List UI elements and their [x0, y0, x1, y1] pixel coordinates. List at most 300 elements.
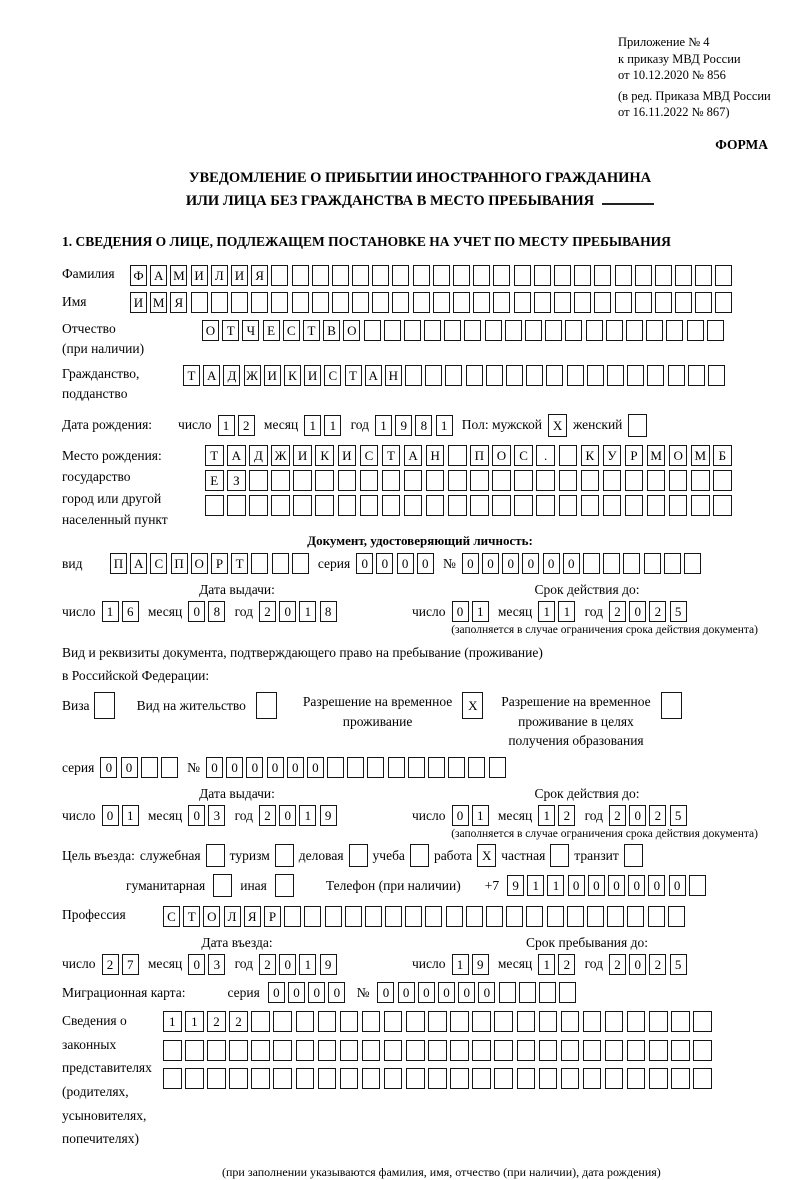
- char-cell[interactable]: С: [324, 365, 341, 386]
- char-cell[interactable]: С: [163, 906, 180, 927]
- char-cell[interactable]: [229, 1068, 248, 1089]
- birthplace-line3-input[interactable]: [205, 494, 735, 515]
- char-cell[interactable]: П: [470, 445, 489, 466]
- char-cell[interactable]: [332, 292, 349, 313]
- char-cell[interactable]: [605, 1040, 624, 1061]
- char-cell[interactable]: 1: [538, 954, 555, 975]
- char-cell[interactable]: [318, 1011, 337, 1032]
- char-cell[interactable]: М: [691, 445, 710, 466]
- char-cell[interactable]: 0: [308, 982, 325, 1003]
- char-cell[interactable]: [581, 470, 600, 491]
- doc-series-input[interactable]: [356, 553, 437, 574]
- citizenship-input[interactable]: [183, 364, 728, 385]
- char-cell[interactable]: 8: [320, 601, 337, 622]
- char-cell[interactable]: 0: [522, 553, 539, 574]
- char-cell[interactable]: [293, 495, 312, 516]
- char-cell[interactable]: [352, 265, 369, 286]
- char-cell[interactable]: [340, 1040, 359, 1061]
- char-cell[interactable]: М: [170, 265, 187, 286]
- char-cell[interactable]: 0: [629, 601, 646, 622]
- char-cell[interactable]: Д: [223, 365, 240, 386]
- phone-input[interactable]: [507, 875, 709, 896]
- char-cell[interactable]: [468, 757, 485, 778]
- char-cell[interactable]: [473, 292, 490, 313]
- char-cell[interactable]: О: [343, 320, 360, 341]
- char-cell[interactable]: А: [150, 265, 167, 286]
- char-cell[interactable]: [486, 365, 503, 386]
- doc-issue-day-input[interactable]: [102, 601, 142, 622]
- char-cell[interactable]: С: [360, 445, 379, 466]
- char-cell[interactable]: [649, 1011, 668, 1032]
- char-cell[interactable]: [332, 265, 349, 286]
- char-cell[interactable]: [514, 265, 531, 286]
- char-cell[interactable]: 9: [507, 875, 524, 896]
- char-cell[interactable]: 2: [609, 805, 626, 826]
- char-cell[interactable]: [526, 365, 543, 386]
- char-cell[interactable]: [315, 495, 334, 516]
- char-cell[interactable]: 2: [259, 805, 276, 826]
- char-cell[interactable]: 0: [397, 553, 414, 574]
- char-cell[interactable]: 0: [279, 805, 296, 826]
- char-cell[interactable]: [275, 844, 294, 867]
- char-cell[interactable]: [292, 265, 309, 286]
- char-cell[interactable]: 0: [478, 982, 495, 1003]
- char-cell[interactable]: [256, 692, 277, 719]
- char-cell[interactable]: [185, 1068, 204, 1089]
- char-cell[interactable]: 0: [287, 757, 304, 778]
- transit-checkbox[interactable]: [624, 844, 643, 867]
- char-cell[interactable]: [185, 1040, 204, 1061]
- char-cell[interactable]: [649, 1068, 668, 1089]
- char-cell[interactable]: [559, 495, 578, 516]
- char-cell[interactable]: [406, 1040, 425, 1061]
- char-cell[interactable]: [493, 292, 510, 313]
- doc-issue-year-input[interactable]: [259, 601, 340, 622]
- temp-edu-checkbox[interactable]: [661, 692, 682, 719]
- char-cell[interactable]: [340, 1068, 359, 1089]
- char-cell[interactable]: [425, 906, 442, 927]
- char-cell[interactable]: [325, 906, 342, 927]
- char-cell[interactable]: [517, 1011, 536, 1032]
- char-cell[interactable]: [345, 906, 362, 927]
- char-cell[interactable]: [581, 495, 600, 516]
- char-cell[interactable]: [367, 757, 384, 778]
- permit-issue-month-input[interactable]: [188, 805, 228, 826]
- char-cell[interactable]: [675, 265, 692, 286]
- char-cell[interactable]: [249, 470, 268, 491]
- char-cell[interactable]: [715, 292, 732, 313]
- char-cell[interactable]: [312, 292, 329, 313]
- char-cell[interactable]: 1: [452, 954, 469, 975]
- char-cell[interactable]: [647, 470, 666, 491]
- char-cell[interactable]: 0: [102, 805, 119, 826]
- char-cell[interactable]: 0: [279, 954, 296, 975]
- char-cell[interactable]: [691, 470, 710, 491]
- permit-valid-year-input[interactable]: [609, 805, 690, 826]
- char-cell[interactable]: 1: [538, 805, 555, 826]
- char-cell[interactable]: [669, 470, 688, 491]
- char-cell[interactable]: В: [323, 320, 340, 341]
- char-cell[interactable]: [539, 982, 556, 1003]
- char-cell[interactable]: [433, 265, 450, 286]
- char-cell[interactable]: [293, 470, 312, 491]
- char-cell[interactable]: [547, 906, 564, 927]
- entry-year-input[interactable]: [259, 954, 340, 975]
- char-cell[interactable]: [625, 470, 644, 491]
- char-cell[interactable]: [517, 1040, 536, 1061]
- char-cell[interactable]: [627, 365, 644, 386]
- char-cell[interactable]: [499, 982, 516, 1003]
- char-cell[interactable]: [655, 292, 672, 313]
- char-cell[interactable]: [713, 495, 732, 516]
- char-cell[interactable]: [472, 1068, 491, 1089]
- patronymic-input[interactable]: [202, 319, 727, 340]
- char-cell[interactable]: П: [171, 553, 188, 574]
- char-cell[interactable]: [688, 365, 705, 386]
- char-cell[interactable]: [565, 320, 582, 341]
- char-cell[interactable]: [627, 1040, 646, 1061]
- char-cell[interactable]: [318, 1068, 337, 1089]
- char-cell[interactable]: [273, 1068, 292, 1089]
- char-cell[interactable]: 0: [438, 982, 455, 1003]
- char-cell[interactable]: 0: [629, 805, 646, 826]
- char-cell[interactable]: [466, 906, 483, 927]
- char-cell[interactable]: [669, 495, 688, 516]
- char-cell[interactable]: [525, 320, 542, 341]
- char-cell[interactable]: [426, 495, 445, 516]
- char-cell[interactable]: 0: [226, 757, 243, 778]
- doc-issue-month-input[interactable]: [188, 601, 228, 622]
- char-cell[interactable]: Ж: [271, 445, 290, 466]
- char-cell[interactable]: [205, 495, 224, 516]
- char-cell[interactable]: [587, 906, 604, 927]
- char-cell[interactable]: Р: [264, 906, 281, 927]
- char-cell[interactable]: [554, 265, 571, 286]
- char-cell[interactable]: 0: [502, 553, 519, 574]
- char-cell[interactable]: [671, 1068, 690, 1089]
- char-cell[interactable]: [583, 553, 600, 574]
- char-cell[interactable]: [272, 553, 289, 574]
- char-cell[interactable]: [450, 1011, 469, 1032]
- char-cell[interactable]: [384, 1040, 403, 1061]
- char-cell[interactable]: [433, 292, 450, 313]
- char-cell[interactable]: [606, 320, 623, 341]
- char-cell[interactable]: [514, 470, 533, 491]
- char-cell[interactable]: Л: [224, 906, 241, 927]
- char-cell[interactable]: [392, 292, 409, 313]
- char-cell[interactable]: У: [603, 445, 622, 466]
- char-cell[interactable]: 2: [609, 954, 626, 975]
- char-cell[interactable]: [492, 470, 511, 491]
- char-cell[interactable]: 7: [122, 954, 139, 975]
- char-cell[interactable]: Р: [211, 553, 228, 574]
- char-cell[interactable]: [404, 495, 423, 516]
- char-cell[interactable]: [372, 265, 389, 286]
- char-cell[interactable]: О: [203, 906, 220, 927]
- char-cell[interactable]: X: [477, 844, 496, 867]
- char-cell[interactable]: [567, 906, 584, 927]
- char-cell[interactable]: 0: [377, 982, 394, 1003]
- char-cell[interactable]: [213, 874, 232, 897]
- char-cell[interactable]: С: [283, 320, 300, 341]
- char-cell[interactable]: [161, 757, 178, 778]
- char-cell[interactable]: 0: [648, 875, 665, 896]
- stay-day-input[interactable]: [452, 954, 492, 975]
- char-cell[interactable]: [382, 470, 401, 491]
- char-cell[interactable]: 1: [547, 875, 564, 896]
- char-cell[interactable]: И: [191, 265, 208, 286]
- char-cell[interactable]: [273, 1040, 292, 1061]
- doc-valid-month-input[interactable]: [538, 601, 578, 622]
- char-cell[interactable]: [392, 265, 409, 286]
- char-cell[interactable]: [574, 265, 591, 286]
- char-cell[interactable]: 1: [527, 875, 544, 896]
- char-cell[interactable]: [163, 1068, 182, 1089]
- char-cell[interactable]: [545, 320, 562, 341]
- char-cell[interactable]: [385, 906, 402, 927]
- char-cell[interactable]: И: [130, 292, 147, 313]
- char-cell[interactable]: А: [365, 365, 382, 386]
- char-cell[interactable]: 1: [185, 1011, 204, 1032]
- entry-day-input[interactable]: [102, 954, 142, 975]
- birthplace-line2-input[interactable]: [205, 469, 735, 490]
- char-cell[interactable]: 1: [163, 1011, 182, 1032]
- char-cell[interactable]: Я: [251, 265, 268, 286]
- char-cell[interactable]: [514, 292, 531, 313]
- char-cell[interactable]: [384, 320, 401, 341]
- char-cell[interactable]: О: [492, 445, 511, 466]
- char-cell[interactable]: [404, 470, 423, 491]
- char-cell[interactable]: 2: [609, 601, 626, 622]
- birth-day-input[interactable]: [218, 414, 258, 435]
- char-cell[interactable]: [251, 1040, 270, 1061]
- char-cell[interactable]: [526, 906, 543, 927]
- char-cell[interactable]: [413, 292, 430, 313]
- char-cell[interactable]: 0: [188, 601, 205, 622]
- stay-year-input[interactable]: [609, 954, 690, 975]
- char-cell[interactable]: Е: [263, 320, 280, 341]
- char-cell[interactable]: [388, 757, 405, 778]
- char-cell[interactable]: [493, 265, 510, 286]
- char-cell[interactable]: [539, 1040, 558, 1061]
- char-cell[interactable]: [624, 844, 643, 867]
- char-cell[interactable]: 0: [482, 553, 499, 574]
- char-cell[interactable]: [605, 1011, 624, 1032]
- char-cell[interactable]: [550, 844, 569, 867]
- char-cell[interactable]: [384, 1068, 403, 1089]
- char-cell[interactable]: 0: [206, 757, 223, 778]
- char-cell[interactable]: 0: [628, 875, 645, 896]
- char-cell[interactable]: Т: [183, 365, 200, 386]
- char-cell[interactable]: [615, 292, 632, 313]
- char-cell[interactable]: [372, 292, 389, 313]
- char-cell[interactable]: 2: [649, 601, 666, 622]
- char-cell[interactable]: [713, 470, 732, 491]
- char-cell[interactable]: [675, 292, 692, 313]
- char-cell[interactable]: 0: [588, 875, 605, 896]
- char-cell[interactable]: 0: [398, 982, 415, 1003]
- char-cell[interactable]: [646, 320, 663, 341]
- migcard-series-input[interactable]: [268, 982, 349, 1003]
- char-cell[interactable]: [296, 1011, 315, 1032]
- char-cell[interactable]: [413, 265, 430, 286]
- char-cell[interactable]: О: [191, 553, 208, 574]
- char-cell[interactable]: 5: [670, 601, 687, 622]
- char-cell[interactable]: 0: [458, 982, 475, 1003]
- char-cell[interactable]: [338, 495, 357, 516]
- other-checkbox[interactable]: [275, 874, 294, 897]
- char-cell[interactable]: Т: [183, 906, 200, 927]
- char-cell[interactable]: [473, 265, 490, 286]
- char-cell[interactable]: С: [150, 553, 167, 574]
- char-cell[interactable]: 0: [669, 875, 686, 896]
- char-cell[interactable]: М: [647, 445, 666, 466]
- char-cell[interactable]: А: [227, 445, 246, 466]
- sex-female-checkbox[interactable]: [628, 414, 647, 437]
- char-cell[interactable]: 1: [102, 601, 119, 622]
- char-cell[interactable]: [296, 1068, 315, 1089]
- char-cell[interactable]: [561, 1011, 580, 1032]
- char-cell[interactable]: 9: [320, 805, 337, 826]
- entry-month-input[interactable]: [188, 954, 228, 975]
- char-cell[interactable]: [506, 906, 523, 927]
- tourism-checkbox[interactable]: [275, 844, 294, 867]
- char-cell[interactable]: 0: [376, 553, 393, 574]
- char-cell[interactable]: 2: [649, 805, 666, 826]
- char-cell[interactable]: [384, 1011, 403, 1032]
- char-cell[interactable]: 0: [288, 982, 305, 1003]
- visa-checkbox[interactable]: [94, 692, 115, 719]
- char-cell[interactable]: Я: [170, 292, 187, 313]
- char-cell[interactable]: [647, 495, 666, 516]
- birth-year-input[interactable]: [375, 414, 456, 435]
- char-cell[interactable]: [567, 365, 584, 386]
- char-cell[interactable]: Н: [385, 365, 402, 386]
- char-cell[interactable]: [347, 757, 364, 778]
- char-cell[interactable]: 0: [417, 553, 434, 574]
- char-cell[interactable]: [251, 553, 268, 574]
- char-cell[interactable]: [470, 470, 489, 491]
- char-cell[interactable]: 0: [188, 805, 205, 826]
- char-cell[interactable]: 1: [375, 415, 392, 436]
- char-cell[interactable]: [425, 365, 442, 386]
- char-cell[interactable]: Т: [231, 553, 248, 574]
- doc-valid-day-input[interactable]: [452, 601, 492, 622]
- char-cell[interactable]: [635, 265, 652, 286]
- stay-month-input[interactable]: [538, 954, 578, 975]
- char-cell[interactable]: [163, 1040, 182, 1061]
- char-cell[interactable]: [453, 292, 470, 313]
- char-cell[interactable]: Т: [345, 365, 362, 386]
- char-cell[interactable]: [559, 445, 578, 466]
- char-cell[interactable]: [647, 365, 664, 386]
- char-cell[interactable]: [534, 292, 551, 313]
- char-cell[interactable]: 3: [208, 805, 225, 826]
- char-cell[interactable]: [207, 1068, 226, 1089]
- char-cell[interactable]: Т: [382, 445, 401, 466]
- char-cell[interactable]: Т: [205, 445, 224, 466]
- char-cell[interactable]: [360, 470, 379, 491]
- char-cell[interactable]: [448, 757, 465, 778]
- char-cell[interactable]: И: [293, 445, 312, 466]
- char-cell[interactable]: 0: [418, 982, 435, 1003]
- char-cell[interactable]: [227, 495, 246, 516]
- char-cell[interactable]: [625, 495, 644, 516]
- char-cell[interactable]: 0: [568, 875, 585, 896]
- char-cell[interactable]: [364, 320, 381, 341]
- char-cell[interactable]: [207, 1040, 226, 1061]
- char-cell[interactable]: [251, 1011, 270, 1032]
- char-cell[interactable]: [206, 844, 225, 867]
- char-cell[interactable]: 0: [629, 954, 646, 975]
- char-cell[interactable]: Т: [303, 320, 320, 341]
- char-cell[interactable]: [494, 1068, 513, 1089]
- char-cell[interactable]: 1: [436, 415, 453, 436]
- char-cell[interactable]: 1: [299, 954, 316, 975]
- char-cell[interactable]: [448, 445, 467, 466]
- char-cell[interactable]: [627, 1011, 646, 1032]
- char-cell[interactable]: 0: [268, 982, 285, 1003]
- permit-series-input[interactable]: [100, 757, 181, 778]
- char-cell[interactable]: 2: [649, 954, 666, 975]
- char-cell[interactable]: [405, 365, 422, 386]
- char-cell[interactable]: [464, 320, 481, 341]
- study-checkbox[interactable]: [410, 844, 429, 867]
- char-cell[interactable]: [661, 692, 682, 719]
- char-cell[interactable]: 0: [452, 805, 469, 826]
- char-cell[interactable]: [708, 365, 725, 386]
- permit-valid-month-input[interactable]: [538, 805, 578, 826]
- char-cell[interactable]: [304, 906, 321, 927]
- char-cell[interactable]: [446, 906, 463, 927]
- char-cell[interactable]: [561, 1068, 580, 1089]
- char-cell[interactable]: [559, 982, 576, 1003]
- char-cell[interactable]: И: [264, 365, 281, 386]
- char-cell[interactable]: Ж: [244, 365, 261, 386]
- char-cell[interactable]: [687, 320, 704, 341]
- char-cell[interactable]: [453, 265, 470, 286]
- char-cell[interactable]: 0: [356, 553, 373, 574]
- doc-number-input[interactable]: [462, 553, 704, 574]
- char-cell[interactable]: [472, 1040, 491, 1061]
- char-cell[interactable]: 0: [279, 601, 296, 622]
- char-cell[interactable]: [603, 470, 622, 491]
- char-cell[interactable]: [94, 692, 115, 719]
- char-cell[interactable]: 2: [238, 415, 255, 436]
- business-checkbox[interactable]: [349, 844, 368, 867]
- char-cell[interactable]: [492, 495, 511, 516]
- char-cell[interactable]: [603, 553, 620, 574]
- char-cell[interactable]: [684, 553, 701, 574]
- char-cell[interactable]: [519, 982, 536, 1003]
- migcard-number-input[interactable]: [377, 982, 579, 1003]
- char-cell[interactable]: А: [203, 365, 220, 386]
- char-cell[interactable]: 1: [304, 415, 321, 436]
- char-cell[interactable]: [715, 265, 732, 286]
- char-cell[interactable]: [448, 495, 467, 516]
- char-cell[interactable]: 1: [472, 601, 489, 622]
- char-cell[interactable]: [605, 1068, 624, 1089]
- char-cell[interactable]: [494, 1040, 513, 1061]
- char-cell[interactable]: [546, 365, 563, 386]
- residence-permit-checkbox[interactable]: [256, 692, 277, 719]
- char-cell[interactable]: О: [202, 320, 219, 341]
- char-cell[interactable]: [284, 906, 301, 927]
- char-cell[interactable]: [693, 1068, 712, 1089]
- char-cell[interactable]: 6: [122, 601, 139, 622]
- char-cell[interactable]: [470, 495, 489, 516]
- char-cell[interactable]: 5: [670, 954, 687, 975]
